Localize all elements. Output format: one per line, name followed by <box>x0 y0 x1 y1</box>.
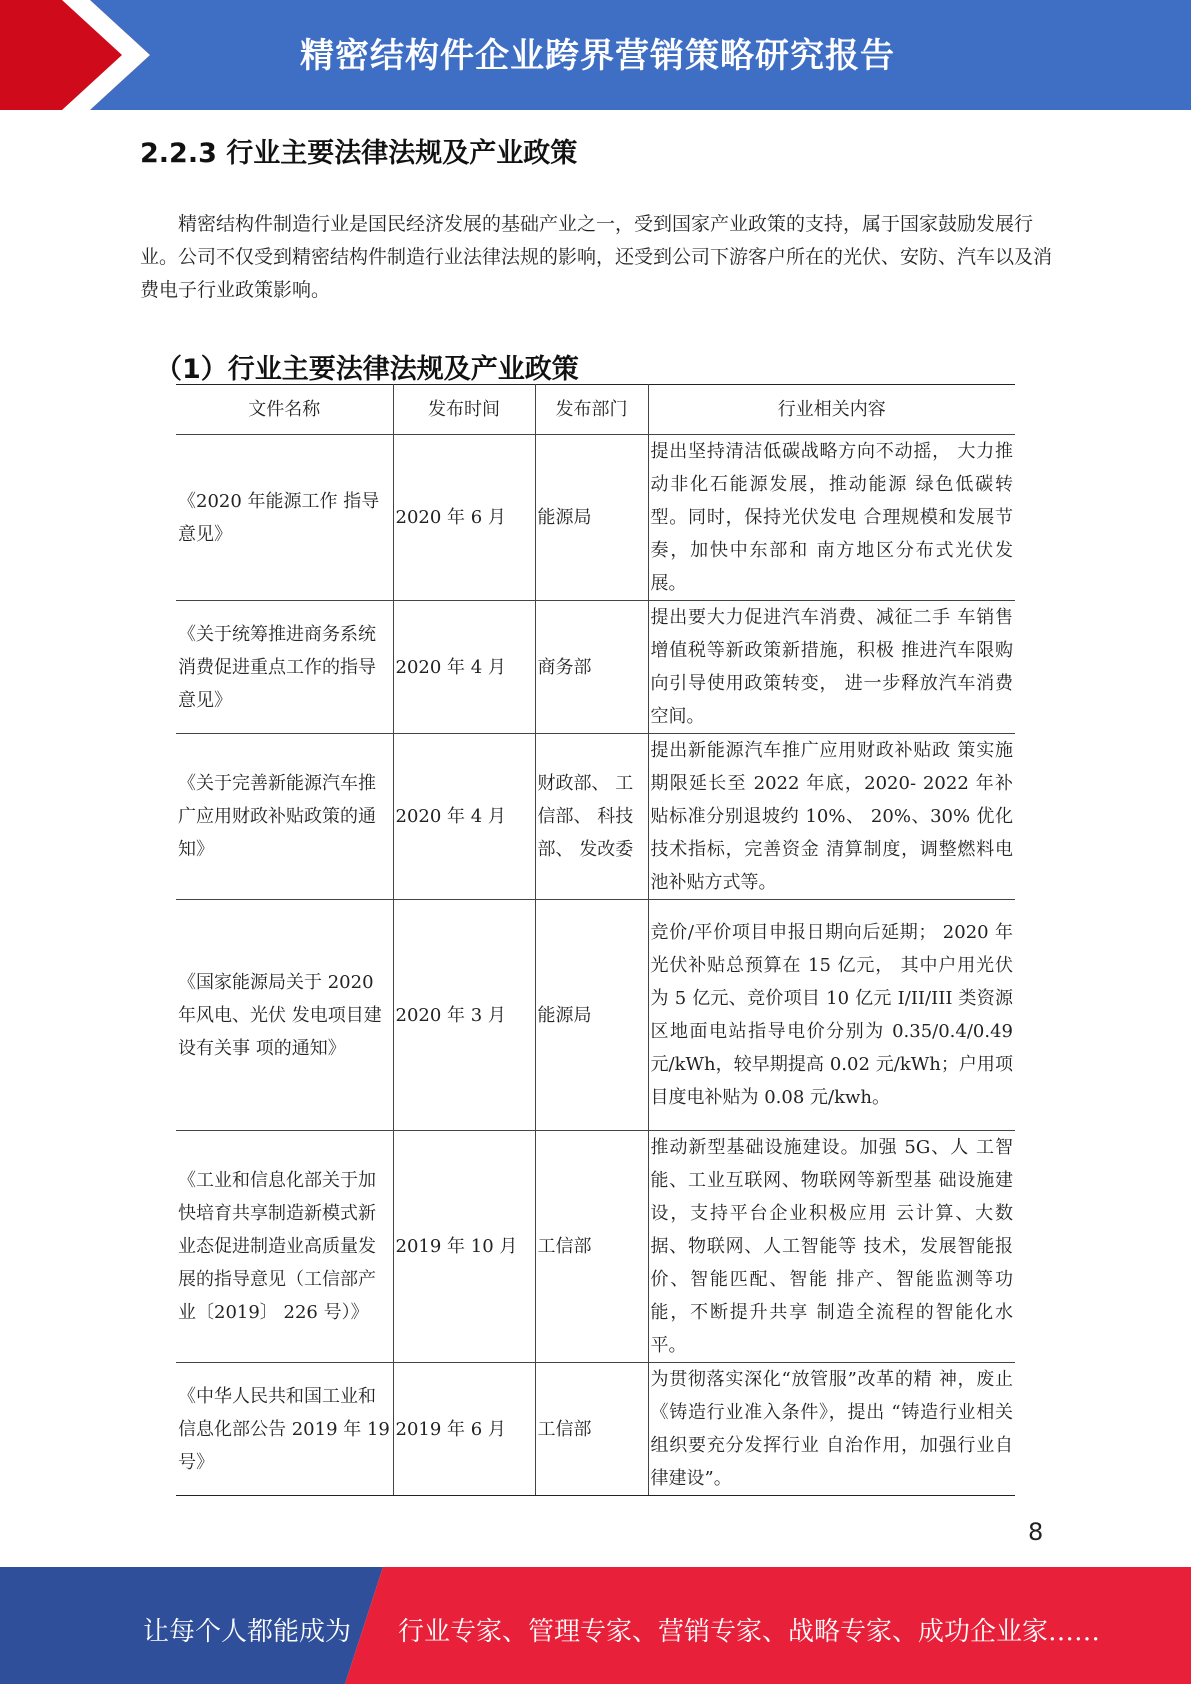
cell-department: 能源局 <box>535 900 648 1131</box>
intro-paragraph: 精密结构件制造行业是国民经济发展的基础产业之一，受到国家产业政策的支持，属于国家鼓励发展行业。公司不仅受到精密结构件制造行业法律法规的影响，还受到公司下游客户所在的光伏、安防、汽车以及消费电子行业政策影响。 <box>140 213 1053 301</box>
page-number: 8 <box>1028 1518 1044 1546</box>
page-footer-banner <box>0 1567 1191 1684</box>
cell-document-name: 《关于完善新能源汽车推广应用财政补贴政策的通知》 <box>176 734 393 900</box>
cell-related-content: 推动新型基础设施建设。加强 5G、人 工智能、工业互联网、物联网等新型基 础设施建设，支持平台企业积极应用 云计算、大数据、物联网、人工智能等 技术，发展智能报价、智能匹配、智能 排产、智能监测等功能，不断提升共享 制造全流程的智能化水平。 <box>648 1131 1015 1363</box>
table-row <box>176 435 1015 601</box>
cell-publish-date: 2020 年 4 月 <box>393 734 535 900</box>
cell-department: 商务部 <box>535 601 648 734</box>
table-row <box>176 601 1015 734</box>
header-document-name: 文件名称 <box>176 385 393 435</box>
header-department: 发布部门 <box>535 385 648 435</box>
cell-publish-date: 2020 年 3 月 <box>393 900 535 1131</box>
header-publish-date: 发布时间 <box>393 385 535 435</box>
cell-department: 财政部、 工信部、 科技部、 发改委 <box>535 734 648 900</box>
cell-publish-date: 2019 年 6 月 <box>393 1363 535 1496</box>
cell-department: 能源局 <box>535 435 648 601</box>
footer-slogan-left: 让每个人都能成为 <box>143 1617 352 1647</box>
cell-department: 工信部 <box>535 1363 648 1496</box>
cell-publish-date: 2020 年 6 月 <box>393 435 535 601</box>
cell-related-content: 竞价/平价项目申报日期向后延期； 2020 年光伏补贴总预算在 15 亿元， 其中户用光伏为 5 亿元、竞价项目 10 亿元 I/II/III 类资源区地面电站指导电价分别为 0.35/0.4/0.49 元/kWh，较早期提高 0.02 元/kWh；户用项目度电补贴为 0.08 元/kwh。 <box>648 900 1015 1131</box>
table-row <box>176 1363 1015 1496</box>
cell-document-name: 《关于统筹推进商务系统消费促进重点工作的指导意见》 <box>176 601 393 734</box>
report-title: 精密结构件企业跨界营销策略研究报告 <box>300 36 895 76</box>
header-related-content: 行业相关内容 <box>648 385 1015 435</box>
cell-document-name: 《国家能源局关于 2020 年风电、光伏 发电项目建设有关事 项的通知》 <box>176 900 393 1131</box>
subsection-heading: （1）行业主要法律法规及产业政策 <box>155 354 579 385</box>
cell-document-name: 《2020 年能源工作 指导意见》 <box>176 435 393 601</box>
cell-related-content: 提出坚持清洁低碳战略方向不动摇， 大力推动非化石能源发展，推动能源 绿色低碳转型。同时，保持光伏发电 合理规模和发展节奏，加快中东部和 南方地区分布式光伏发展。 <box>648 435 1015 601</box>
cell-related-content: 提出要大力促进汽车消费、减征二手 车销售增值税等新政策新措施，积极 推进汽车限购向引导使用政策转变， 进一步释放汽车消费空间。 <box>648 601 1015 734</box>
cell-document-name: 《中华人民共和国工业和信息化部公告 2019 年 19 号》 <box>176 1363 393 1496</box>
cell-related-content: 提出新能源汽车推广应用财政补贴政 策实施期限延长至 2022 年底，2020- 2022 年补贴标准分别退坡约 10%、 20%、30% 优化技术指标，完善资金 清算制度，调整燃料电池补贴方式等。 <box>648 734 1015 900</box>
cell-publish-date: 2020 年 4 月 <box>393 601 535 734</box>
policy-table <box>176 384 1015 1496</box>
cell-publish-date: 2019 年 10 月 <box>393 1131 535 1363</box>
footer-slogan-right: 行业专家、管理专家、营销专家、战略专家、成功企业家…… <box>398 1617 1101 1647</box>
section-heading: 2.2.3 行业主要法律法规及产业政策 <box>140 138 578 169</box>
table-row <box>176 734 1015 900</box>
table-row <box>176 900 1015 1131</box>
cell-related-content: 为贯彻落实深化“放管服”改革的精 神，废止《铸造行业准入条件》，提出 “铸造行业相关组织要充分发挥行业 自治作用，加强行业自律建设”。 <box>648 1363 1015 1496</box>
page-header-banner <box>0 0 1191 110</box>
cell-document-name: 《工业和信息化部关于加快培育共享制造新模式新业态促进制造业高质量发展的指导意见（工信部产业〔2019〕 226 号）》 <box>176 1131 393 1363</box>
table-header-row <box>176 385 1015 435</box>
table-row <box>176 1131 1015 1363</box>
cell-department: 工信部 <box>535 1131 648 1363</box>
